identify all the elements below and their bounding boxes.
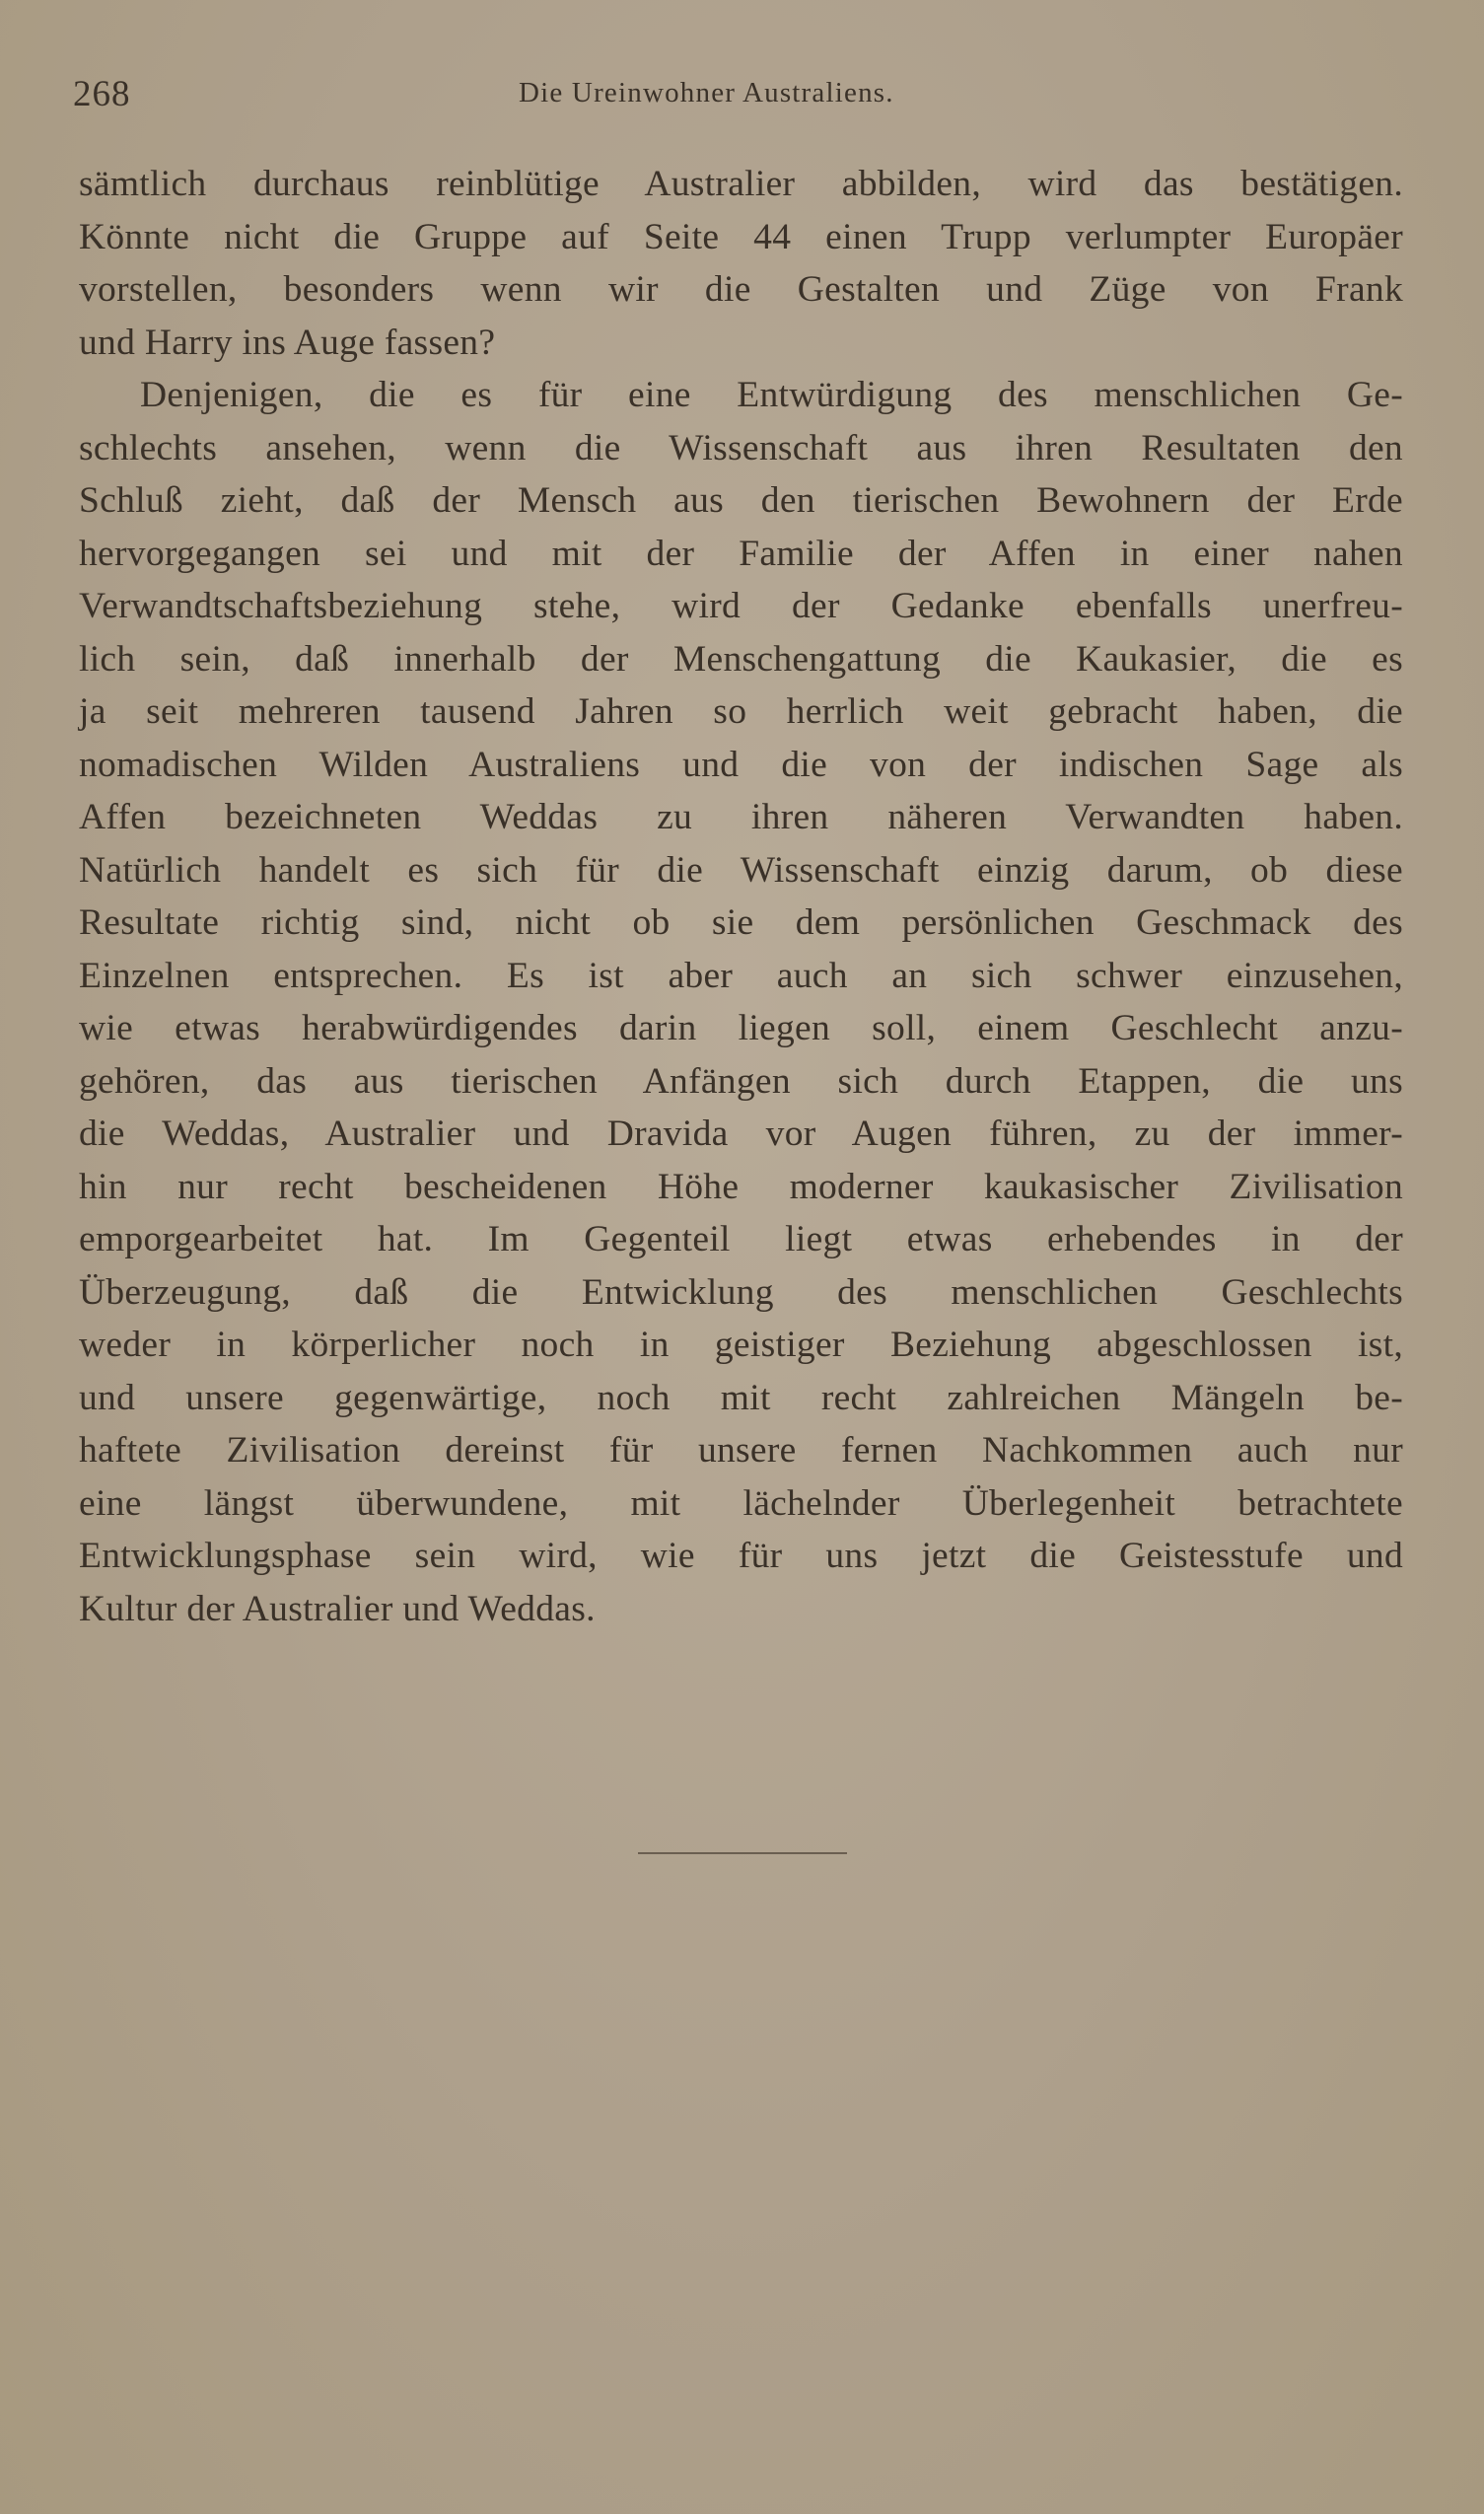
text-line: sämtlich durchaus reinblütige Australier abbilden, wird das bestätigen. [79, 164, 1403, 204]
text-line: emporgearbeitet hat. Im Gegenteil liegt etwas erhebendes in der [79, 1219, 1403, 1259]
body-text [79, 158, 1403, 1635]
text-line: die Weddas, Australier und Dravida vor Augen führen, zu der immer- [79, 1113, 1403, 1154]
text-line: Einzelnen entsprechen. Es ist aber auch an sich schwer einzusehen, [79, 955, 1403, 996]
page-number: 268 [73, 74, 131, 114]
text-line: hin nur recht bescheidenen Höhe moderner kaukasischer Zivilisation [79, 1166, 1403, 1207]
text-line: wie etwas herabwürdigendes darin liegen soll, einem Geschlecht anzu- [79, 1008, 1403, 1048]
text-line: und Harry ins Auge fassen? [79, 322, 496, 363]
text-line: Überzeugung, daß die Entwicklung des menschlichen Geschlechts [79, 1271, 1403, 1313]
text-line: hervorgegangen sei und mit der Familie der Affen in einer nahen [79, 533, 1403, 574]
text-line: Entwicklungsphase sein wird, wie für uns jetzt die Geistesstufe und [79, 1536, 1403, 1576]
text-line: Affen bezeichneten Weddas zu ihren näheren Verwandten haben. [79, 797, 1403, 837]
text-line: Verwandtschaftsbeziehung stehe, wird der Gedanke ebenfalls unerfreu- [79, 586, 1403, 626]
text-line: Könnte nicht die Gruppe auf Seite 44 einen Trupp verlumpter Europäer [79, 216, 1403, 257]
text-line: weder in körperlicher noch in geistiger Beziehung abgeschlossen ist, [79, 1325, 1403, 1365]
page-header [73, 73, 1404, 122]
text-line: vorstellen, besonders wenn wir die Gestalten und Züge von Frank [79, 269, 1403, 310]
end-rule [638, 1852, 847, 1854]
text-line: Kultur der Australier und Weddas. [79, 1588, 596, 1629]
text-line: Natürlich handelt es sich für die Wissenschaft einzig darum, ob diese [79, 849, 1403, 891]
text-line: Resultate richtig sind, nicht ob sie dem persönlichen Geschmack des [79, 902, 1403, 943]
running-head: Die Ureinwohner Australiens. [519, 77, 894, 108]
text-line: eine längst überwundene, mit lächelnder Überlegenheit betrachtete [79, 1482, 1403, 1524]
text-line: nomadischen Wilden Australiens und die von der indischen Sage als [79, 744, 1403, 785]
text-line: Schluß zieht, daß der Mensch aus den tierischen Bewohnern der Erde [79, 480, 1403, 521]
text-line: und unsere gegenwärtige, noch mit recht zahlreichen Mängeln be- [79, 1377, 1403, 1418]
text-line: schlechts ansehen, wenn die Wissenschaft aus ihren Resultaten den [79, 427, 1403, 468]
text-line: gehören, das aus tierischen Anfängen sich durch Etappen, die uns [79, 1060, 1403, 1102]
text-line: ja seit mehreren tausend Jahren so herrlich weit gebracht haben, die [79, 691, 1403, 732]
text-line: haftete Zivilisation dereinst für unsere fernen Nachkommen auch nur [79, 1430, 1403, 1471]
text-line: Denjenigen, die es für eine Entwürdigung des menschlichen Ge- [140, 375, 1403, 415]
text-line: lich sein, daß innerhalb der Menschengattung die Kaukasier, die es [79, 638, 1403, 680]
